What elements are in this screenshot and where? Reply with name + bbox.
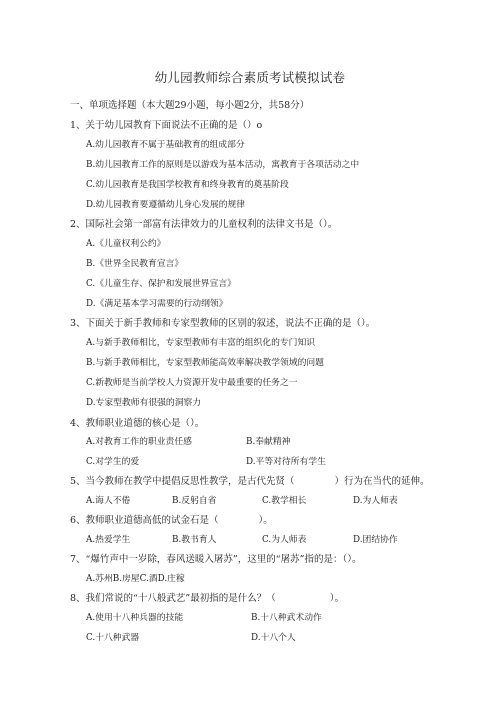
- question-3-option-c: C.新教师是当前学校人力资源开发中最重要的任务之一: [86, 378, 298, 388]
- question-8-options-row-1: [86, 610, 466, 624]
- question-5-stem: [70, 473, 430, 487]
- page-title: 幼儿园教师综合素质考试模拟试卷: [154, 70, 346, 85]
- question-1-option-b: B.幼儿园教育工作的原则是以游戏为基本活动，寓教育于各项活动之中: [86, 160, 360, 170]
- section-heading: 一、单项选择题（本大题29小题，每小题2分，共58分）: [70, 100, 310, 111]
- question-3-option-d: D.专家型教师有很强的洞察力: [86, 398, 202, 408]
- question-8-option-b: B.十八种武术动作: [251, 613, 322, 623]
- question-2-option-b: B.《世界全民教育宣言》: [86, 259, 184, 269]
- question-4-option-b: B.奉献精神: [246, 437, 291, 447]
- question-4-options-row-2: [86, 454, 466, 468]
- question-5-stem-part-1: 5、当今教师在教学中提倡反思性教学，是古代先贤（: [70, 476, 295, 487]
- question-4-option-c: C.对学生的爱: [86, 457, 140, 467]
- question-3-stem: 3、下面关于新手教师和专家型教师的区别的叙述，说法不正确的是（）。: [70, 318, 376, 329]
- question-5-options: [86, 493, 466, 507]
- question-6-stem: [70, 512, 273, 526]
- question-8-option-a: A.使用十八种兵器的技能: [86, 613, 184, 623]
- question-8-stem-part-2: ）。: [329, 593, 345, 604]
- question-1-option-d: D.幼儿园教育要遵循幼儿身心发展的规律: [86, 200, 246, 210]
- question-8-option-d: D.十八个人: [251, 633, 296, 643]
- question-6-stem-part-2: ）。: [258, 515, 273, 526]
- question-6-option-d: D.团结协作: [353, 535, 398, 545]
- question-6-stem-part-1: 6、教师职业道德高低的试金石是（: [70, 515, 219, 526]
- question-1-option-c: C.幼儿园教育是我国学校教育和终身教育的奠基阶段: [86, 180, 289, 190]
- question-5-stem-part-2: ）行为在当代的延伸。: [334, 476, 430, 487]
- question-4-option-d: D.平等对待所有学生: [246, 457, 326, 467]
- question-6-option-a: A.热爱学生: [86, 535, 131, 545]
- question-7-options: A.苏州B.房屋C.酒D.庄稼: [86, 574, 185, 584]
- question-5-option-d: D.为人师表: [353, 496, 398, 506]
- question-3-option-a: A.与新手教师相比，专家型教师有丰富的组织化的专门知识: [86, 338, 316, 348]
- question-8-option-c: C.十八种武器: [86, 633, 140, 643]
- question-2-option-c: C.《儿童生存、保护和发展世界宣言》: [86, 279, 236, 289]
- question-5-option-b: B.反躬自省: [172, 496, 217, 506]
- question-6-option-b: B.教书育人: [172, 535, 217, 545]
- question-3-option-b: B.与新手教师相比，专家型教师能高效率解决教学领域的问题: [86, 358, 324, 368]
- question-4-options-row-1: [86, 434, 466, 448]
- question-4-option-a: A.对教育工作的职业责任感: [86, 437, 192, 447]
- question-4-stem: 4、教师职业道德的核心是（）。: [70, 418, 205, 429]
- question-2-option-a: A.《儿童权利公约》: [86, 239, 166, 249]
- question-5-option-c: C.教学相长: [262, 496, 307, 506]
- question-2-stem: 2、国际社会第一部富有法律效力的儿童权利的法律文书是（）。: [70, 219, 338, 230]
- question-1-option-a: A.幼儿园教育不属于基础教育的组成部分: [86, 140, 245, 150]
- question-8-options-row-2: [86, 630, 466, 644]
- question-8-stem: [70, 590, 344, 604]
- question-6-options: [86, 532, 466, 546]
- question-7-stem: 7、“爆竹声中一岁除，春风送暖入屠苏”，这里的“屠苏”指的是：（）。: [70, 554, 362, 565]
- question-2-option-d: D.《满足基本学习需要的行动纲领》: [86, 299, 228, 309]
- question-6-option-c: C.为人师表: [262, 535, 307, 545]
- question-8-stem-part-1: 8、我们常说的“十八般武艺”最初指的是什么？（: [70, 593, 276, 604]
- question-5-option-a: A.诲人不倦: [86, 496, 131, 506]
- question-1-stem: 1、关于幼儿园教育下面说法不正确的是（）o: [70, 120, 263, 131]
